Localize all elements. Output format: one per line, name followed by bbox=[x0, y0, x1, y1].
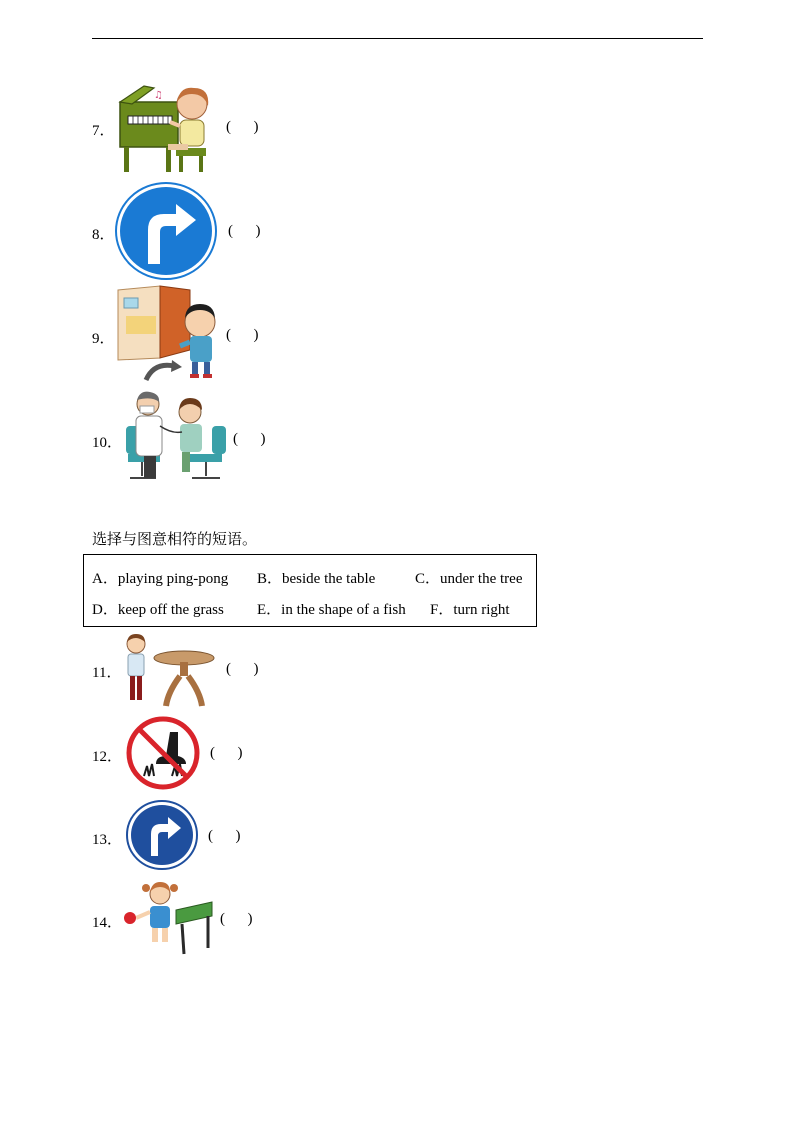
answer-blank[interactable]: ( ) bbox=[226, 327, 259, 343]
section-instruction: 选择与图意相符的短语。 bbox=[92, 530, 258, 548]
option-text: beside the table bbox=[282, 571, 376, 587]
answer-blank[interactable]: ( ) bbox=[228, 223, 261, 239]
option-f bbox=[430, 598, 510, 619]
answer-blank[interactable]: ( ) bbox=[233, 431, 266, 447]
option-d bbox=[92, 598, 224, 619]
answer-blank[interactable]: ( ) bbox=[220, 911, 253, 927]
question-number: 14． bbox=[92, 915, 123, 931]
option-text: in the shape of a fish bbox=[281, 602, 406, 618]
option-text: under the tree bbox=[440, 571, 523, 587]
header-rule bbox=[92, 38, 703, 39]
turn-right-sign-icon bbox=[126, 800, 198, 870]
option-a bbox=[92, 567, 228, 588]
option-b bbox=[257, 567, 375, 588]
option-letter: B． bbox=[257, 571, 283, 587]
answer-blank[interactable]: ( ) bbox=[226, 119, 259, 135]
question-number: 7． bbox=[92, 123, 115, 139]
option-text: keep off the grass bbox=[117, 602, 224, 618]
girl-playing-piano-icon bbox=[114, 82, 224, 174]
question-7 bbox=[92, 82, 392, 182]
doctor-examining-boy-icon bbox=[122, 388, 228, 488]
option-text: playing ping-pong bbox=[117, 571, 229, 587]
boy-beside-table-icon bbox=[122, 632, 218, 708]
svg-text:♫: ♫ bbox=[154, 90, 163, 101]
answer-blank[interactable]: ( ) bbox=[208, 828, 241, 844]
option-letter: A． bbox=[92, 571, 118, 587]
option-letter: C． bbox=[415, 571, 441, 587]
question-10 bbox=[92, 388, 392, 488]
boy-turning-at-door-icon bbox=[114, 284, 222, 384]
answer-blank[interactable]: ( ) bbox=[226, 661, 259, 677]
options-box bbox=[83, 554, 537, 627]
option-letter: D． bbox=[92, 602, 118, 618]
question-14 bbox=[92, 880, 392, 980]
option-e bbox=[257, 598, 406, 619]
keep-off-grass-sign-icon bbox=[126, 716, 200, 790]
answer-blank[interactable]: ( ) bbox=[210, 745, 243, 761]
question-number: 9． bbox=[92, 331, 115, 347]
option-text: turn right bbox=[453, 602, 510, 618]
question-number: 11． bbox=[92, 665, 122, 681]
question-number: 12． bbox=[92, 749, 123, 765]
question-number: 8． bbox=[92, 227, 115, 243]
turn-right-sign-icon bbox=[114, 182, 218, 280]
option-letter: F． bbox=[430, 602, 454, 618]
girl-playing-ping-pong-icon bbox=[122, 880, 214, 958]
option-letter: E． bbox=[257, 602, 282, 618]
question-number: 10． bbox=[92, 435, 123, 451]
question-9 bbox=[92, 284, 392, 384]
option-c bbox=[415, 567, 522, 588]
question-8 bbox=[92, 182, 392, 282]
question-number: 13． bbox=[92, 832, 123, 848]
